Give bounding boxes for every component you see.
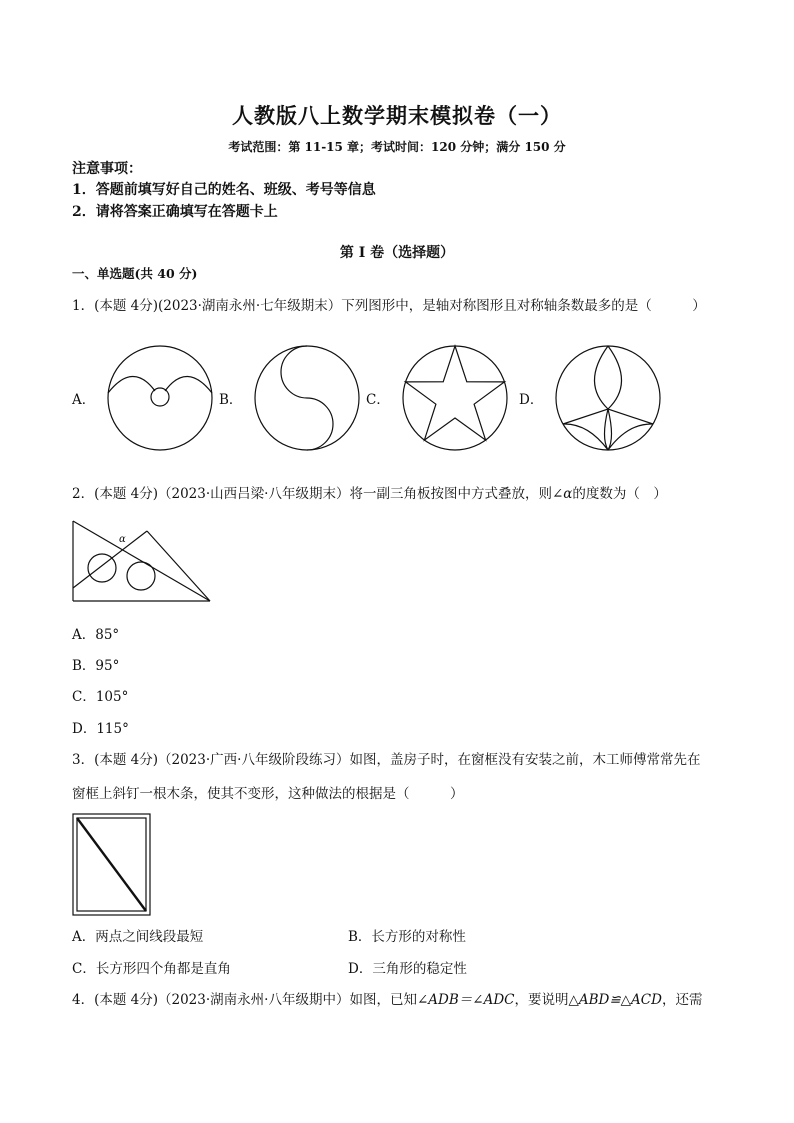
question-3-stem-line1: 3．(本题 4分)（2023·广西·八年级阶段练习）如图，盖房子时，在窗框没有安装之前，木工师傅常常先在	[72, 752, 701, 768]
alpha-label: α	[119, 534, 126, 545]
exam-info: 考试范围：第 11-15 章；考试时间：120 分钟；满分 150 分	[228, 140, 566, 154]
question-4-stem	[72, 988, 702, 1008]
q2-option-c: C．105°	[72, 689, 129, 705]
q3-option-a: A．两点之间线段最短	[72, 929, 204, 945]
q4-stem-mid: ，要说明	[514, 992, 569, 1008]
q3-option-b: B．长方形的对称性	[348, 929, 466, 945]
q1-option-a-label: A．	[72, 392, 96, 408]
q1-option-c-label: C．	[366, 392, 390, 408]
question-2-stem	[72, 482, 667, 502]
q2-triangle-figure	[72, 520, 212, 604]
q1-option-d-label: D．	[519, 392, 544, 408]
q2-option-a: A．85°	[72, 627, 120, 643]
notice-heading: 注意事项：	[72, 161, 142, 177]
q4-angle-condition: ∠ADB＝∠ADC	[416, 992, 515, 1008]
q1-figure-d	[553, 343, 663, 453]
q3-option-c: C．长方形四个角都是直角	[72, 961, 231, 977]
alpha-symbol: α	[563, 486, 573, 502]
notice-item: 1．答题前填写好自己的姓名、班级、考号等信息	[72, 182, 376, 198]
page-title: 人教版八上数学期末模拟卷（一）	[232, 103, 562, 128]
question-1-stem: 1．(本题 4分)(2023·湖南永州·七年级期末）下列图形中，是轴对称图形且对称轴条数最多的是（ ）	[72, 298, 706, 314]
q4-stem-before: 4．(本题 4分)（2023·湖南永州·八年级期中）如图，已知	[72, 992, 417, 1008]
q1-figure-a	[105, 343, 215, 453]
q2-stem-after: 的度数为（ ）	[572, 486, 667, 502]
section-title: 第 I 卷（选择题）	[339, 245, 455, 261]
notice-item: 2．请将答案正确填写在答题卡上	[72, 204, 278, 220]
q1-option-b-label: B．	[219, 392, 243, 408]
q1-figure-b	[252, 343, 362, 453]
q3-window-frame-figure	[72, 813, 152, 917]
q4-stem-after: ，还需	[661, 992, 703, 1008]
q3-option-d: D．三角形的稳定性	[348, 961, 467, 977]
part-title: 一、单选题(共 40 分)	[72, 266, 198, 281]
q2-option-d: D．115°	[72, 721, 129, 737]
q1-figure-c	[400, 343, 510, 453]
q4-congruence: △ABD≌△ACD	[568, 992, 662, 1008]
q2-stem-before: 2．(本题 4分)（2023·山西吕梁·八年级期末）将一副三角板按图中方式叠放，则∠	[72, 486, 564, 502]
q2-option-b: B．95°	[72, 658, 120, 674]
question-3-stem-line2: 窗框上斜钉一根木条，使其不变形，这种做法的根据是（ ）	[72, 786, 464, 802]
